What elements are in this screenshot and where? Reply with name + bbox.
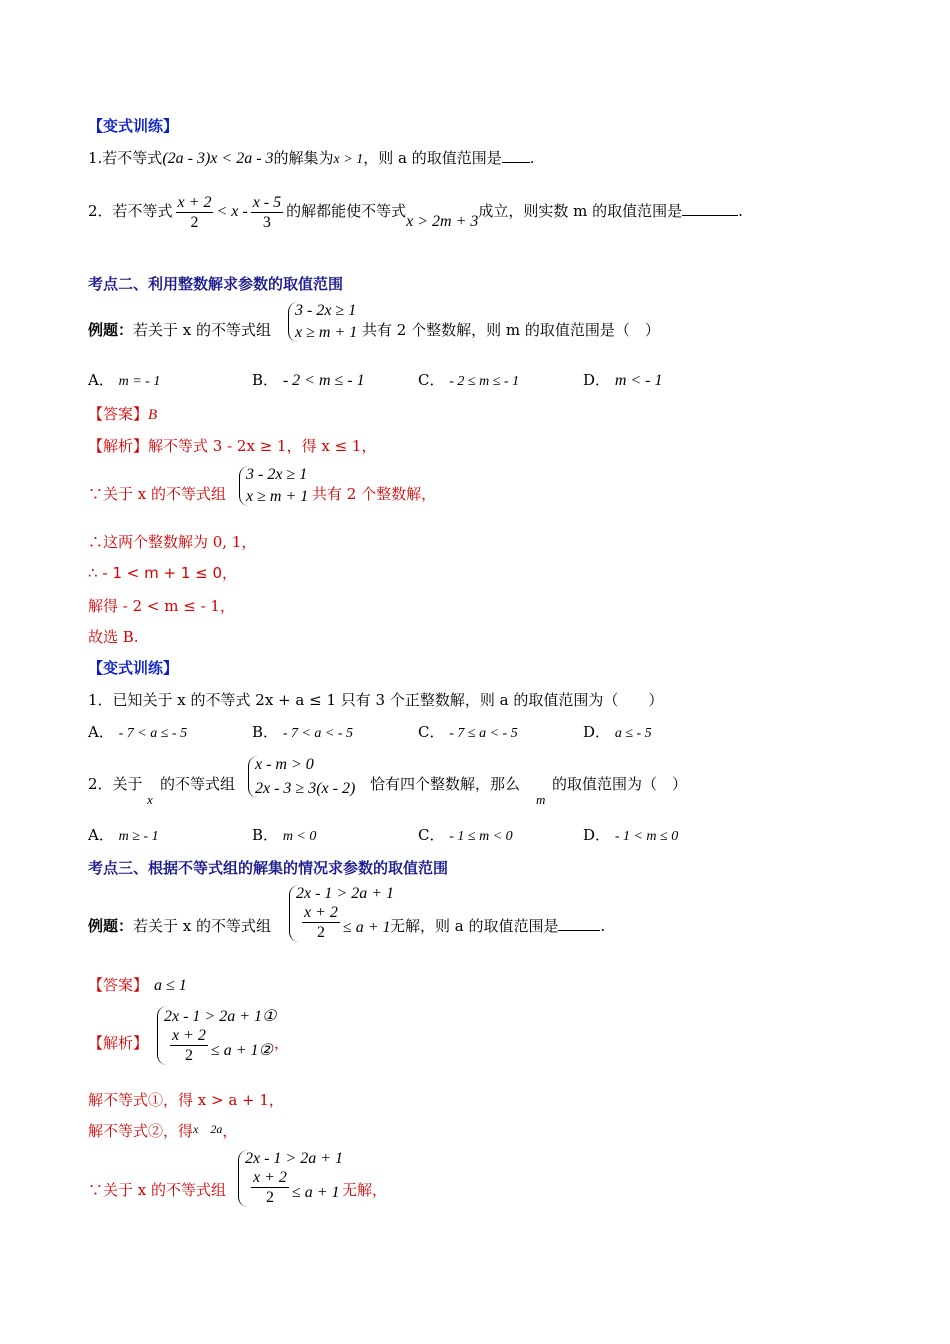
inequality-system: 3 - 2x ≥ 1 x ≥ m + 1 <box>288 302 357 342</box>
variable-x: x <box>147 792 153 807</box>
variant2-q1-option-a: A． - 7 < a ≤ - 5 <box>88 723 188 741</box>
kp3-solution-system-tail: ， <box>274 1034 290 1052</box>
inequality-system: x - m > 0 2x - 3 ≥ 3(x - 2) <box>248 756 355 798</box>
kp2-solution-line-3: ∴这两个整数解为 0, 1， <box>88 533 257 551</box>
kp2-solution-line-2: ∵关于 x 的不等式组 <box>88 485 226 503</box>
variant2-question-2: 2．关于 <box>88 775 143 793</box>
variable-m: m <box>536 792 546 807</box>
kp2-option-c: C． - 2 ≤ m ≤ - 1 <box>418 371 520 389</box>
answer-blank <box>558 916 600 931</box>
kp3-example: 例题：若关于 x 的不等式组 <box>88 917 272 935</box>
section-title-kp2: 考点二、利用整数解求参数的取值范围 <box>88 275 344 293</box>
kp3-solution-line-3-end: 无解， <box>342 1181 388 1199</box>
variant2-q1-option-d: D． a ≤ - 5 <box>583 723 652 741</box>
kp2-example: 例题：若关于 x 的不等式组 <box>88 321 272 339</box>
kp2-solution-line-2-end: 共有 2 个整数解， <box>312 485 437 503</box>
kp3-example-question: 无解，则 a 的取值范围是 . <box>390 917 606 935</box>
inequality-system: 2x - 1 > 2a + 1 $\frac{x + 2}{2}$ ≤ a + 1 <box>238 1150 343 1207</box>
variant2-q1-option-b: B． - 7 < a < - 5 <box>252 723 354 741</box>
kp2-option-d: D． m < - 1 <box>583 371 663 389</box>
variant2-question-1: 1．已知关于 x 的不等式 2x + a ≤ 1 只有 3 个正整数解，则 a 的取值范围为（ ） <box>88 691 664 709</box>
inequality-system: 3 - 2x ≥ 1 x ≥ m + 1 <box>239 466 308 506</box>
answer-blank <box>502 148 530 163</box>
variant2-question-2-post: 恰有四个整数解，那么 <box>370 775 521 793</box>
variant1-question-1: 1.若不等式(2a - 3)x < 2a - 3的解集为x > 1，则 a 的取值范围是 . <box>88 149 535 167</box>
variant2-question-2-end: 的取值范围为（ ） <box>552 775 688 793</box>
variant2-q2-option-c: C． - 1 ≤ m < 0 <box>418 826 513 844</box>
section-title-variant-1: 【变式训练】 <box>88 117 179 135</box>
kp2-solution-line-1: 【解析】解不等式 3 - 2x ≥ 1，得 x ≤ 1， <box>88 437 377 455</box>
section-title-variant-2: 【变式训练】 <box>88 659 179 677</box>
variant2-q2-option-d: D． - 1 < m ≤ 0 <box>583 826 679 844</box>
variant2-q2-option-a: A． m ≥ - 1 <box>88 826 159 844</box>
kp3-solution-line-3: ∵关于 x 的不等式组 <box>88 1181 226 1199</box>
variant2-q1-option-c: C． - 7 ≤ a < - 5 <box>418 723 518 741</box>
inequality-system: 2x - 1 > 2a + 1① $\frac{x + 2}{2}$ ≤ a + 1② <box>157 1006 276 1065</box>
kp2-solution-line-5: 解得 - 2 < m ≤ - 1， <box>88 597 235 615</box>
answer-blank <box>682 201 738 216</box>
variant2-q2-option-b: B． m < 0 <box>252 826 317 844</box>
section-title-kp3: 考点三、根据不等式组的解集的情况求参数的取值范围 <box>88 859 449 877</box>
variant1-question-2: 2．若不等式 $\frac{x + 2}{2}$ < x - $\frac{x - 5}{3}$ 的解都能使不等式x > 2m + 3成立，则实数 m 的取值范围是 . <box>88 193 743 231</box>
fraction: $\frac{x + 2}{2}$ <box>177 193 212 231</box>
kp3-answer: 【答案】 a ≤ 1 <box>88 976 187 994</box>
kp3-solution-line-2: 解不等式②，得$^{x 2a}$， <box>88 1122 238 1140</box>
variant2-question-2-mid: 的不等式组 <box>160 775 236 793</box>
kp2-solution-line-6: 故选 B. <box>88 628 139 646</box>
fraction: $\frac{x - 5}{3}$ <box>252 193 282 231</box>
kp3-solution-line-1: 解不等式①，得 x > a + 1， <box>88 1091 284 1109</box>
kp2-answer: 【答案】B <box>88 405 158 423</box>
inequality-system: 2x - 1 > 2a + 1 $\frac{x + 2}{2}$ ≤ a + 1 <box>289 885 394 942</box>
kp2-option-b: B． - 2 < m ≤ - 1 <box>252 371 365 389</box>
kp3-solution-label: 【解析】 <box>88 1034 149 1052</box>
kp2-solution-line-4: ∴ - 1 < m + 1 ≤ 0， <box>88 564 238 582</box>
kp2-example-question: 共有 2 个整数解，则 m 的取值范围是（ ） <box>362 321 660 339</box>
kp2-option-a: A． m = - 1 <box>88 371 161 389</box>
